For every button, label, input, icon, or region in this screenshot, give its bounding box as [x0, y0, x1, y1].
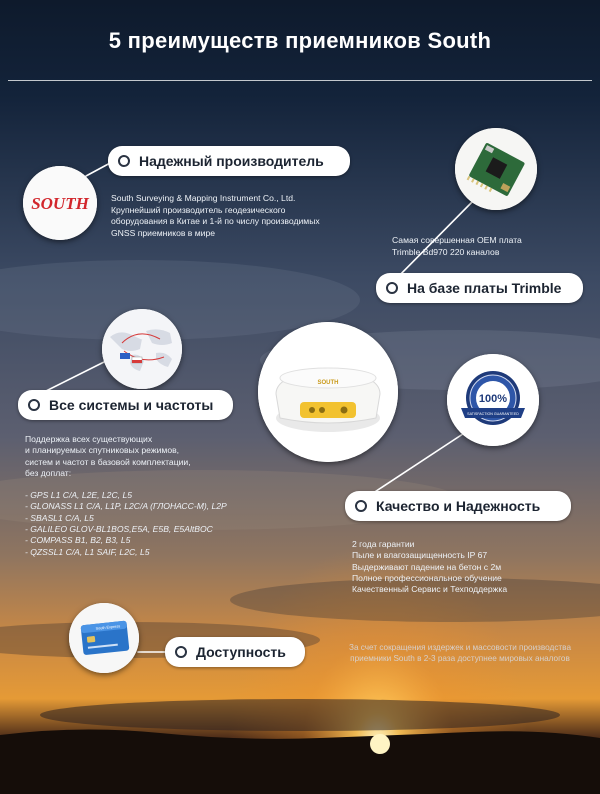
feature-description-affordability: За счет сокращения издержек и массовости производства приемники South в 2-3 раза доступнее мировых аналогов: [349, 643, 571, 663]
list-item: - GPS L1 C/A, L2E, L2C, L5: [25, 490, 132, 501]
circuit-board-icon: [455, 128, 537, 210]
list-item: - SBASL1 C/A, L5: [25, 512, 94, 523]
gnss-systems-list: [25, 490, 295, 558]
list-item: - QZSSL1 C/A, L1 SAIF, L2C, L5: [25, 546, 150, 557]
quality-badge-circle: [447, 354, 539, 446]
feature-pill-reliable-manufacturer: [108, 146, 350, 176]
feature-description-quality: 2 года гарантии Пыле и влагозащищенность IP 67 Выдерживают падение на бетон с 2м Полное профессиональное обучение Качественный Сервис и Техподдержка: [352, 539, 508, 595]
feature-label: Качество и Надежность: [376, 498, 541, 514]
feature-pill-trimble-board: [376, 273, 583, 303]
south-logo-icon: [23, 166, 97, 240]
list-item: - GALILEO GLOV-BL1BOS,E5A, E5B, E5AltBOC: [25, 524, 213, 535]
gnss-receiver-icon: [258, 322, 398, 462]
feature-label: Все системы и частоты: [49, 397, 214, 413]
feature-label: На базе платы Trimble: [407, 280, 562, 296]
list-item: - COMPASS B1, B2, B3, L5: [25, 535, 131, 546]
feature-description-trimble: Самая совершенная OEM плата Trimble Bd970 220 каналов: [392, 235, 522, 257]
bullet-circle-icon: [355, 500, 367, 512]
badge-ribbon-text: SATISFACTION GUARANTEED: [467, 412, 519, 416]
bullet-circle-icon: [118, 155, 130, 167]
feature-pill-all-systems: [18, 390, 233, 420]
card-brand-text: South Express: [95, 624, 121, 631]
feature-pill-quality: [345, 491, 571, 521]
feature-description-reliable-manufacturer: South Surveying & Mapping Instrument Co., Ltd. Крупнейший производитель геодезического оборудования в Китае и 1-й по числу производимых GNSS приемников в мире: [111, 193, 320, 238]
payment-card-circle: [69, 603, 139, 673]
guarantee-badge-icon: [447, 354, 539, 446]
badge-number: 100%: [478, 393, 508, 405]
list-item: - GLONASS L1 C/A, L1P, L2C/A (ГЛОНАСС-М), L2P: [25, 501, 227, 512]
feature-label: Надежный производитель: [139, 153, 324, 169]
feature-description-all-systems: Поддержка всех существующих и планируемых спутниковых режимов, систем и частот в базовой комплектации, без доплат: - GPS L1 C/A, L2E, L2C, L5 - GLONASS L1 C/A, L1P, L2C/A (ГЛОНАСС-М), L2P - SBASL1 C/A, L5 - GALILEO GLOV-BL1BOS,E5A, E5B, E5AltBOC - COMPASS B1, B2, B3, L5 - QZSSL1 C/A, L1 SAIF, L2C, L5: [25, 434, 295, 558]
world-map-circle: [102, 309, 182, 389]
credit-card-icon: [69, 603, 139, 673]
south-logo-text: SOUTH: [31, 194, 89, 213]
bullet-circle-icon: [28, 399, 40, 411]
receiver-brand-text: SOUTH: [317, 380, 339, 386]
feature-pill-affordability: [165, 637, 305, 667]
feature-label: Доступность: [196, 644, 286, 660]
page-title: 5 преимуществ приемников South: [108, 28, 492, 53]
trimble-board-circle: [455, 128, 537, 210]
south-logo-circle: [23, 166, 97, 240]
world-map-icon: [102, 309, 182, 389]
bullet-circle-icon: [386, 282, 398, 294]
bullet-circle-icon: [175, 646, 187, 658]
gnss-receiver-circle: [258, 322, 398, 462]
